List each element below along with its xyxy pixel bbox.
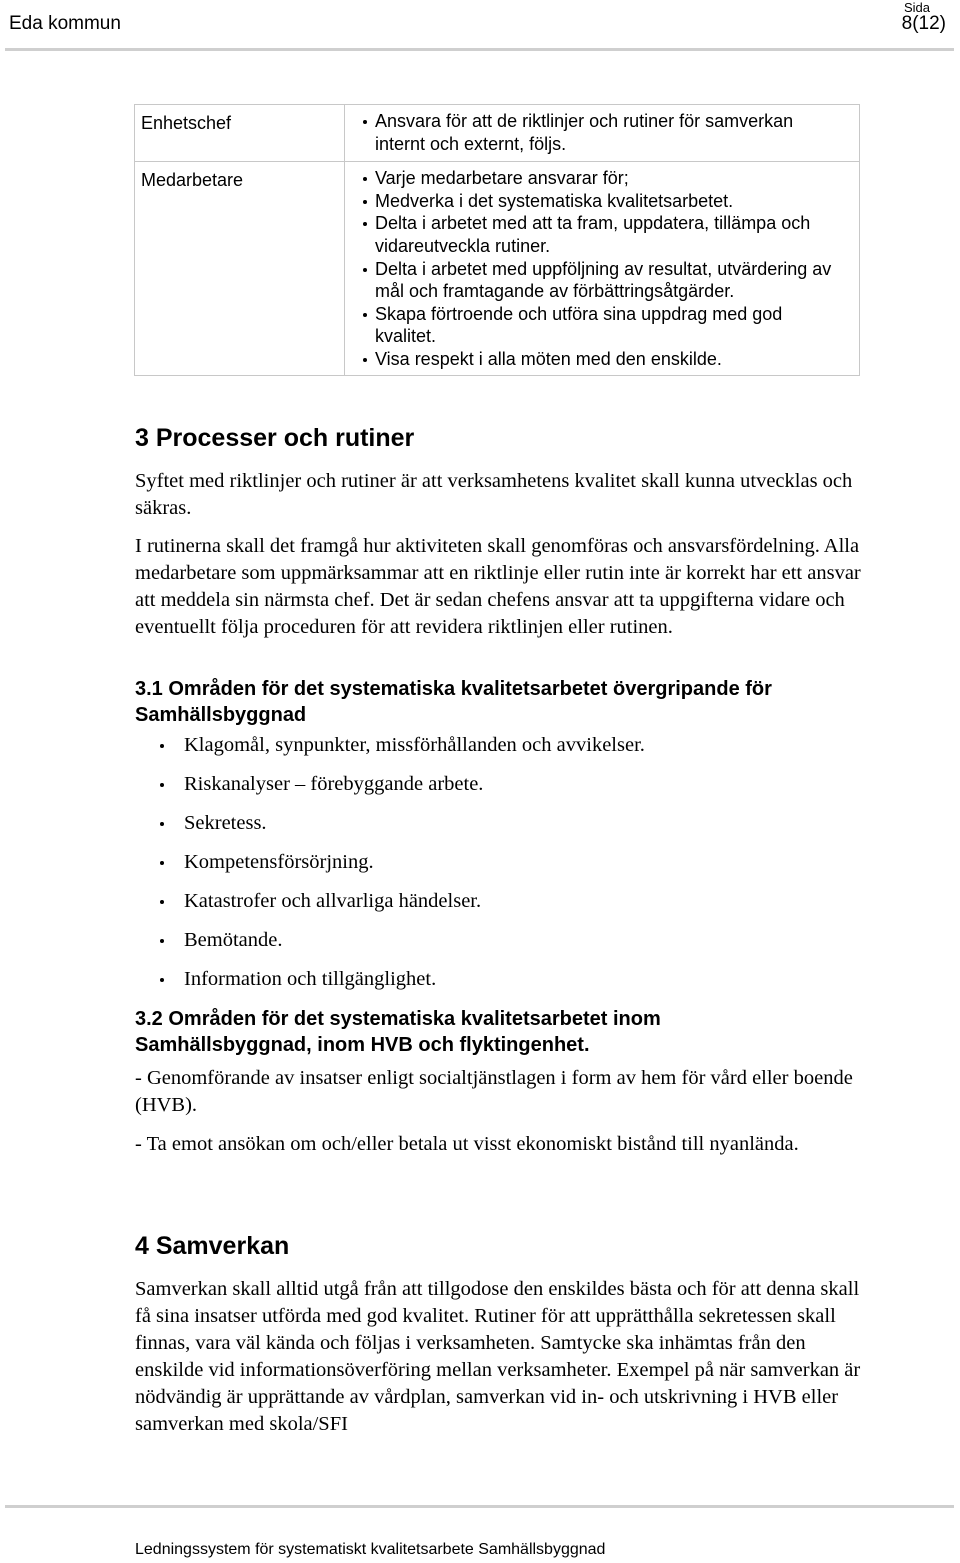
list-item: Katastrofer och allvarliga händelser. [160, 888, 645, 927]
duty-item: Delta i arbetet med att ta fram, uppdatera, tillämpa och vidareutveckla rutiner. [361, 212, 841, 257]
section-3-1-heading: 3.1 Områden för det systematiska kvalitetsarbetet övergripande för Samhällsbyggnad [135, 678, 772, 726]
header-divider [5, 48, 954, 51]
role-cell: Medarbetare [135, 162, 345, 375]
section-3-paragraph-2: I rutinerna skall det framgå hur aktiviteten skall genomföras och ansvarsfördelning. Alla medarbetare som uppmärksammar att en riktlinje eller rutin inte är korrekt har ett ansvar att meddela sin närmsta chef. Det är sedan chefens ansvar att ta uppgifterna vidare och eventuellt följa proceduren för att revidera riktlinjen eller rutinen. [135, 535, 861, 638]
footer-divider [5, 1505, 954, 1508]
responsibility-table [134, 104, 860, 376]
header-page-label: Sida [903, 0, 930, 15]
table-row [135, 162, 860, 375]
section-3-1-list [160, 732, 645, 1005]
section-3-heading: 3 Processer och rutiner [135, 424, 415, 452]
header-company-name: Eda kommun [9, 13, 121, 34]
list-item: Information och tillgänglighet. [160, 966, 645, 1005]
section-3-2-heading: 3.2 Områden för det systematiska kvalitetsarbetet inom Samhällsbyggnad, inom HVB och flyktingenhet. [135, 1008, 661, 1056]
section-4-paragraph: Samverkan skall alltid utgå från att tillgodose den enskildes bästa och för att denna skall få sina insatser utförda med god kvalitet. Rutiner för att upprätthålla sekretessen skall finnas, vara väl kända och följas i verksamheten. Samtycke ska inhämtas från den enskilde vid informationsöverföring mellan verksamheter. Exempel på när samverkan är nödvändig är upprättande av vårdplan, samverkan vid in- och utskrivning i HVB eller samverkan med skola/SFI [135, 1278, 861, 1435]
list-item: Klagomål, synpunkter, missförhållanden och avvikelser. [160, 732, 645, 771]
list-item: Bemötande. [160, 927, 645, 966]
list-item: Sekretess. [160, 810, 645, 849]
section-3-2-paragraph-1: - Genomförande av insatser enligt socialtjänstlagen i form av hem för vård eller boende (HVB). [135, 1067, 853, 1116]
footer-text: Ledningssystem för systematiskt kvalitetsarbete Samhällsbyggnad [135, 1541, 606, 1558]
duty-item: Skapa förtroende och utföra sina uppdrag med god kvalitet. [361, 303, 841, 348]
list-item: Kompetensförsörjning. [160, 849, 645, 888]
duties-cell [345, 105, 860, 162]
duty-item: Medverka i det systematiska kvalitetsarbetet. [361, 190, 841, 213]
duty-item: Ansvara för att de riktlinjer och rutiner för samverkan internt och externt, följs. [361, 110, 841, 155]
duty-item: Varje medarbetare ansvarar för; [361, 167, 841, 190]
list-item: Riskanalyser – förebyggande arbete. [160, 771, 645, 810]
duty-item: Visa respekt i alla möten med den enskilde. [361, 348, 841, 371]
section-4-heading: 4 Samverkan [135, 1232, 290, 1260]
duties-cell [345, 162, 860, 375]
role-cell: Enhetschef [135, 105, 345, 162]
section-3-2-paragraph-2: - Ta emot ansökan om och/eller betala ut visst ekonomiskt bistånd till nyanlända. [135, 1133, 799, 1155]
header-page-number: 8(12) [901, 13, 946, 34]
duty-item: Delta i arbetet med uppföljning av resultat, utvärdering av mål och framtagande av förbättringsåtgärder. [361, 258, 841, 303]
section-3-paragraph-1: Syftet med riktlinjer och rutiner är att verksamhetens kvalitet skall kunna utvecklas och säkras. [135, 470, 853, 519]
table-row [135, 105, 860, 162]
